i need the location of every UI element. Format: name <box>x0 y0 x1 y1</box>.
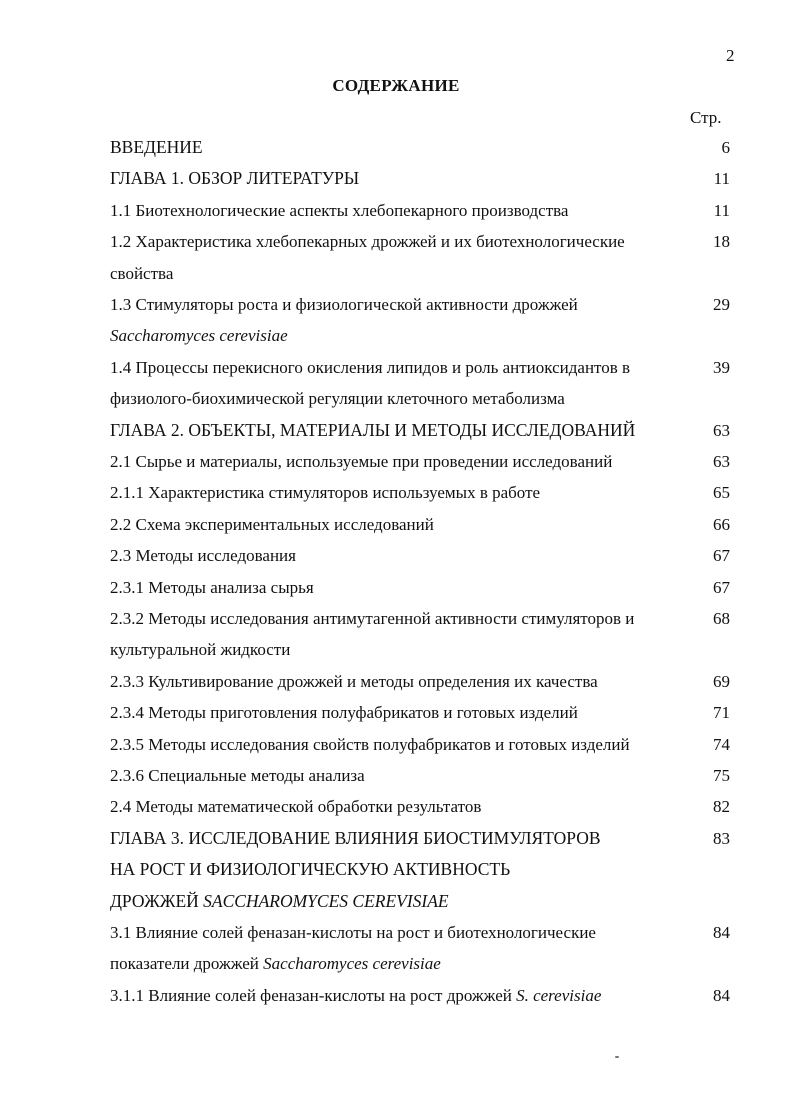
toc-entry-page: 74 <box>713 734 730 754</box>
toc-entry-title-part: показатели дрожжей <box>110 954 264 974</box>
toc-entry-title: 1.3 Стимуляторы роста и физиологической активности дрожжей <box>110 295 578 314</box>
toc-entry-page: 66 <box>713 514 730 534</box>
toc-entry-2-3-3[interactable] <box>110 666 730 697</box>
toc-entry-title: 2.3.6 Специальные методы анализа <box>110 766 365 785</box>
toc-entry-2-3[interactable] <box>110 540 730 571</box>
toc-entry-1-3[interactable] <box>110 289 730 352</box>
toc-entry-2-3-1[interactable] <box>110 572 730 603</box>
toc-entry-title-continued: Saccharomyces cerevisiae <box>110 326 288 346</box>
toc-entry-2-3-6[interactable] <box>110 760 730 791</box>
toc-entry-title-part: 3.1.1 Влияние солей феназан-кислоты на рост дрожжей <box>110 985 517 1005</box>
page-column-label: Стр. <box>690 108 722 127</box>
toc-entry-page: 11 <box>713 169 730 189</box>
toc-entry-page: 11 <box>713 200 730 220</box>
toc-entry-title: 2.3.1 Методы анализа сырья <box>110 577 314 597</box>
toc-entry-chapter-2[interactable] <box>110 415 730 446</box>
toc-entry-title-species: Saccharomyces cerevisiae <box>263 954 441 974</box>
toc-entry-introduction[interactable] <box>110 132 730 163</box>
document-title: СОДЕРЖАНИЕ <box>332 76 460 95</box>
toc-entry-page: 83 <box>713 828 730 848</box>
toc-entry-page: 84 <box>713 985 730 1005</box>
toc-entry-title: 2.2 Схема экспериментальных исследований <box>110 514 434 534</box>
toc-entry-title: 1.2 Характеристика хлебопекарных дрожжей и их биотехнологические <box>110 232 625 252</box>
toc-entry-page: 63 <box>713 420 730 440</box>
toc-entry-2-3-2[interactable] <box>110 603 730 666</box>
toc-entry-title: ВВЕДЕНИЕ <box>110 137 203 157</box>
toc-entry-1-4[interactable] <box>110 352 730 415</box>
toc-entry-title-continued: НА РОСТ И ФИЗИОЛОГИЧЕСКУЮ АКТИВНОСТЬ <box>110 859 511 880</box>
toc-entry-1-1[interactable] <box>110 195 730 226</box>
toc-entry-page: 82 <box>713 797 730 817</box>
toc-entry-title: 2.3.5 Методы исследования свойств полуфабрикатов и готовых изделий <box>110 734 630 754</box>
toc-entry-page: 6 <box>721 138 730 157</box>
toc-entry-2-3-4[interactable] <box>110 697 730 728</box>
toc-entry-title: ГЛАВА 1. ОБЗОР ЛИТЕРАТУРЫ <box>110 168 360 189</box>
toc-entry-title-continued: культуральной жидкости <box>110 640 291 660</box>
toc-entry-title: 2.1.1 Характеристика стимуляторов используемых в работе <box>110 483 541 503</box>
toc-entry-2-1-1[interactable] <box>110 477 730 508</box>
toc-entry-1-2[interactable] <box>110 226 730 289</box>
toc-entry-title <box>110 980 695 1011</box>
toc-entry-title-species: S. cerevisiae <box>516 985 602 1005</box>
toc-entry-title: 2.3.4 Методы приготовления полуфабрикатов и готовых изделий <box>110 703 578 723</box>
toc-entry-title-species: SACCHAROMYCES CEREVISIAE <box>203 890 449 911</box>
toc-entry-chapter-3[interactable] <box>110 823 730 917</box>
toc-entry-title: 2.3 Методы исследования <box>110 546 296 566</box>
toc-entry-title: 2.1 Сырье и материалы, используемые при проведении исследований <box>110 452 613 471</box>
toc-entry-title: ГЛАВА 2. ОБЪЕКТЫ, МАТЕРИАЛЫ И МЕТОДЫ ИССЛЕДОВАНИЙ <box>110 419 636 440</box>
toc-entry-title: 2.4 Методы математической обработки результатов <box>110 797 482 817</box>
toc-entry-page: 29 <box>713 295 730 314</box>
toc-entry-2-3-5[interactable] <box>110 729 730 760</box>
toc-entry-page: 84 <box>713 923 730 942</box>
toc-entry-chapter-1[interactable] <box>110 163 730 194</box>
toc-entry-title: 2.3.2 Методы исследования антимутагенной активности стимуляторов и <box>110 609 635 628</box>
toc-entry-2-4[interactable] <box>110 791 730 822</box>
toc-entry-2-1[interactable] <box>110 446 730 477</box>
toc-entry-page: 68 <box>713 609 730 628</box>
toc-entry-page: 65 <box>713 483 730 503</box>
toc-entry-page: 69 <box>713 671 730 691</box>
toc-entry-page: 67 <box>713 577 730 597</box>
toc-entry-3-1-1[interactable] <box>110 980 730 1011</box>
toc-entry-page: 67 <box>713 546 730 566</box>
toc-entry-page: 71 <box>713 703 730 723</box>
toc-entry-title: 3.1 Влияние солей феназан-кислоты на рост и биотехнологические <box>110 923 596 942</box>
toc-entry-title: 1.1 Биотехнологические аспекты хлебопекарного производства <box>110 200 569 220</box>
toc-entry-title: 1.4 Процессы перекисного окисления липидов и роль антиоксидантов в <box>110 357 631 377</box>
page-number: 2 <box>726 46 735 65</box>
toc-entry-page: 63 <box>713 452 730 471</box>
toc-entry-title-continued: свойства <box>110 263 174 283</box>
toc-entry-page: 18 <box>713 232 730 252</box>
toc-entry-title-continued <box>110 948 695 979</box>
toc-entry-title-part: ДРОЖЖЕЙ <box>110 890 204 911</box>
scan-artifact <box>615 1056 619 1058</box>
toc-entry-title-continued: физиолого-биохимической регуляции клеточного метаболизма <box>110 389 565 409</box>
toc-entry-title-continued-2 <box>110 886 695 917</box>
toc-entry-3-1[interactable] <box>110 917 730 980</box>
toc-entry-title: ГЛАВА 3. ИССЛЕДОВАНИЕ ВЛИЯНИЯ БИОСТИМУЛЯТОРОВ <box>110 827 601 848</box>
toc-entry-page: 39 <box>713 357 730 377</box>
toc-entry-page: 75 <box>713 766 730 785</box>
toc-entry-2-2[interactable] <box>110 509 730 540</box>
toc-entry-title: 2.3.3 Культивирование дрожжей и методы определения их качества <box>110 671 598 691</box>
